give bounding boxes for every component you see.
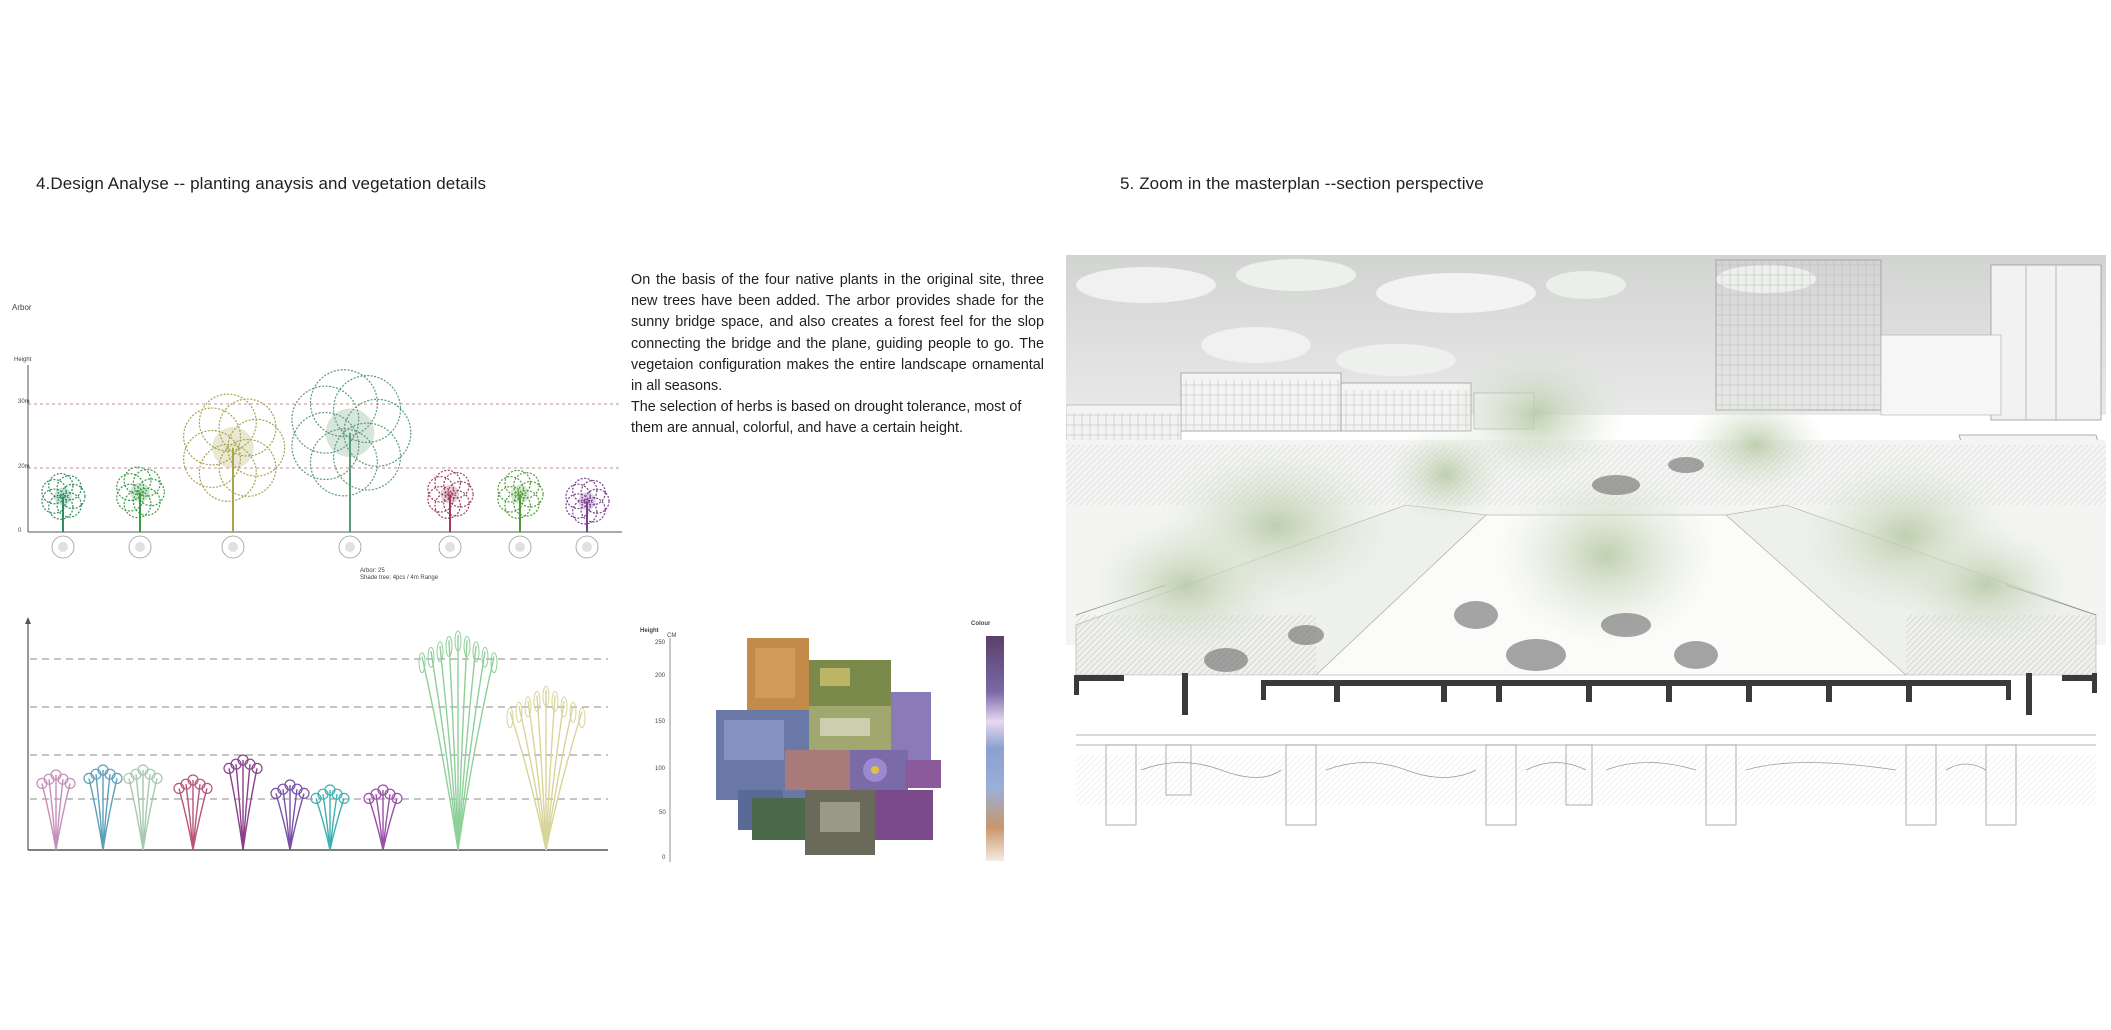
herb-3	[124, 765, 162, 850]
tower-right	[1991, 265, 2101, 420]
photo-height-label: Height	[640, 628, 659, 634]
arbor-tree-6	[498, 470, 543, 558]
colour-label: Colour	[971, 621, 991, 627]
arbor-diagram	[20, 360, 630, 570]
herb-2	[84, 765, 122, 850]
arbor-tick-1: 30m	[18, 399, 30, 405]
photo-unit-label: CM	[667, 633, 677, 639]
arbor-tree-3	[184, 394, 285, 558]
photo-collage	[660, 630, 1020, 865]
herb-1	[37, 770, 75, 850]
photo-tick-50: 50	[659, 810, 666, 816]
herb-diagram	[18, 615, 618, 855]
description-paragraph-2: The selection of herbs is based on drought tolerance, most of them are annual, colorful, and have a certain height.	[631, 399, 1022, 437]
herb-4	[174, 775, 212, 850]
tower-glass	[1716, 260, 1881, 410]
deck-section	[1074, 673, 2097, 715]
photo-tick-150: 150	[655, 719, 666, 725]
left-heading: 4.Design Analyse -- planting anaysis and vegetation details	[36, 174, 487, 193]
arbor-tick-2: 20m	[18, 464, 30, 470]
arbor-tick-3: 0	[18, 528, 22, 534]
arbor-tree-7	[566, 478, 609, 558]
arbor-tree-2	[117, 467, 165, 558]
section-perspective	[1066, 255, 2106, 845]
description-paragraph-1: On the basis of the four native plants in the original site, three new trees have been added. The arbor provides shade for the sunny bridge space, and also creates a forest feel for the slop connecting the bridge and the plane, guiding people to go. The vegetaion configuration makes the entire landscape ornamental in all seasons.	[631, 272, 1044, 395]
herb-7	[311, 785, 349, 850]
arbor-footnote-2: Shade tree: 4pcs / 4m Range	[360, 575, 439, 581]
photo-tick-100: 100	[655, 766, 666, 772]
photo-purple-small	[905, 760, 941, 788]
right-heading: 5. Zoom in the masterplan --section perspective	[1120, 174, 1484, 193]
arbor-label: Arbor	[12, 303, 32, 312]
herb-8	[364, 785, 402, 850]
planting-description	[631, 270, 1044, 440]
herb-5	[224, 755, 262, 850]
photo-tick-250: 250	[655, 640, 666, 646]
herb-6	[271, 780, 309, 850]
arbor-footnote-1: Arbor: 25	[360, 568, 385, 574]
arbor-tree-1	[42, 474, 85, 558]
arbor-tree-4	[292, 370, 411, 558]
arbor-axis-label: Height	[14, 357, 32, 363]
colour-gradient-bar	[986, 636, 1004, 861]
photo-purple-field	[875, 790, 933, 840]
arbor-tree-5	[428, 470, 473, 558]
herb-9	[419, 631, 497, 850]
photo-green-bush	[752, 798, 814, 840]
herb-10	[507, 686, 585, 850]
photo-tick-200: 200	[655, 673, 666, 679]
photo-tick-0: 0	[662, 855, 666, 861]
